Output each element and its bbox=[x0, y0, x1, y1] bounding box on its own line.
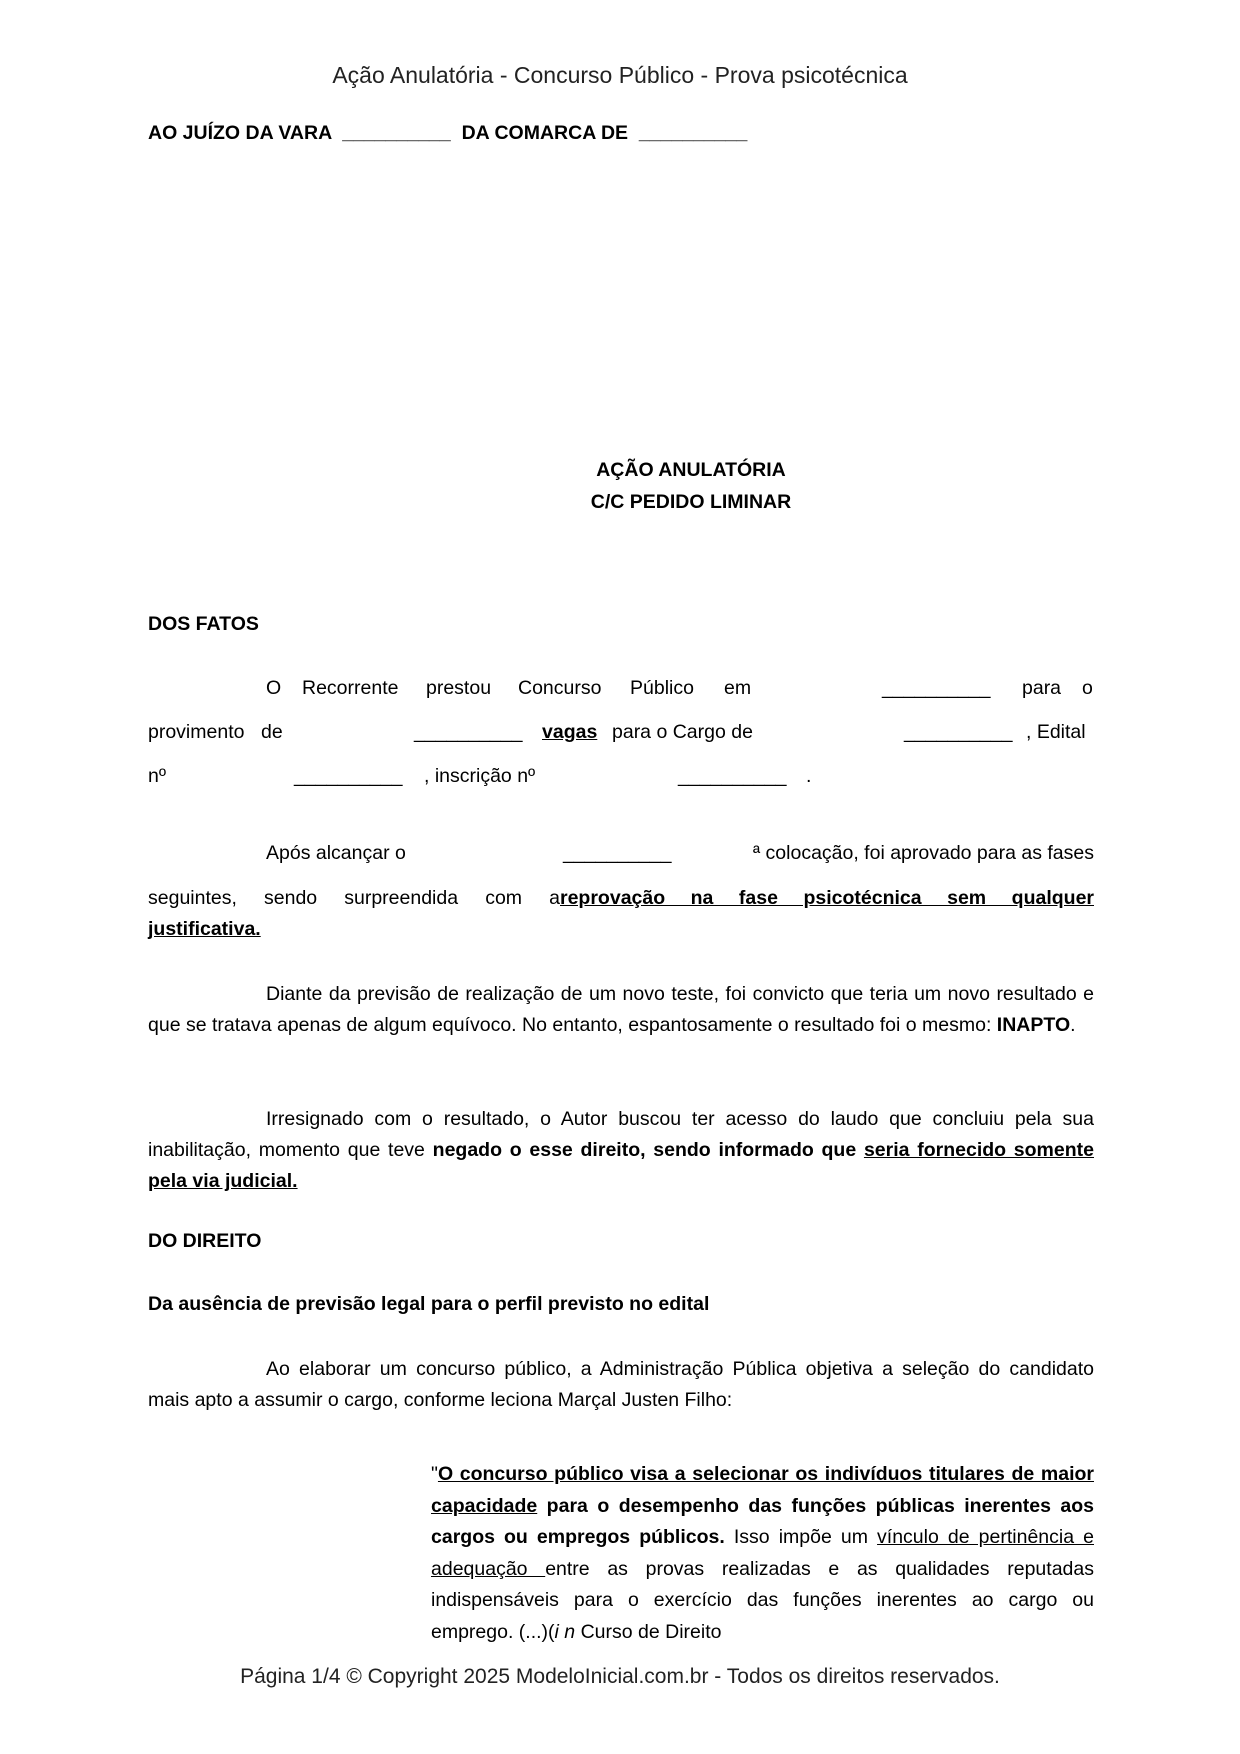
subsection-heading: Da ausência de previsão legal para o perfil previsto no edital bbox=[148, 1293, 710, 1315]
document-title: AÇÃO ANULATÓRIA C/C PEDIDO LIMINAR bbox=[590, 459, 792, 513]
court-address: AO JUÍZO DA VARA __________ DA COMARCA DE __________ bbox=[148, 122, 748, 144]
direito-paragraph-1: Ao elaborar um concurso público, a Administração Pública objetiva a seleção do candidato mais apto a assumir o cargo, conforme leciona Marçal Justen Filho: bbox=[148, 1358, 1094, 1411]
page-header: Ação Anulatória - Concurso Público - Prova psicotécnica bbox=[332, 62, 908, 88]
section-heading-fatos: DOS FATOS bbox=[148, 613, 259, 635]
fatos-paragraph-4: Irresignado com o resultado, o Autor buscou ter acesso do laudo que concluiu pela sua inabilitação, momento que teve negado o esse direito, sendo informado que seria fornecido somente pela via judicial. bbox=[148, 1108, 1094, 1192]
page-footer: Página 1/4 © Copyright 2025 ModeloInicial.com.br - Todos os direitos reservados. bbox=[240, 1665, 1000, 1688]
section-heading-direito: DO DIREITO bbox=[148, 1230, 262, 1252]
fatos-paragraph-3: Diante da previsão de realização de um novo teste, foi convicto que teria um novo resultado e que se tratava apenas de algum equívoco. No entanto, espantosamente o resultado foi o mesmo: INAPTO. bbox=[148, 983, 1094, 1036]
block-quote: "O concurso público visa a selecionar os indivíduos titulares de maior capacidade para o desempenho das funções públicas inerentes aos cargos ou empregos públicos. Isso impõe um vínculo de pertinência e adequação entre as provas realizadas e as qualidades reputadas indispensáveis para o exercício das funções inerentes ao cargo ou emprego. (...)(i n Curso de Direito bbox=[431, 1463, 1094, 1643]
